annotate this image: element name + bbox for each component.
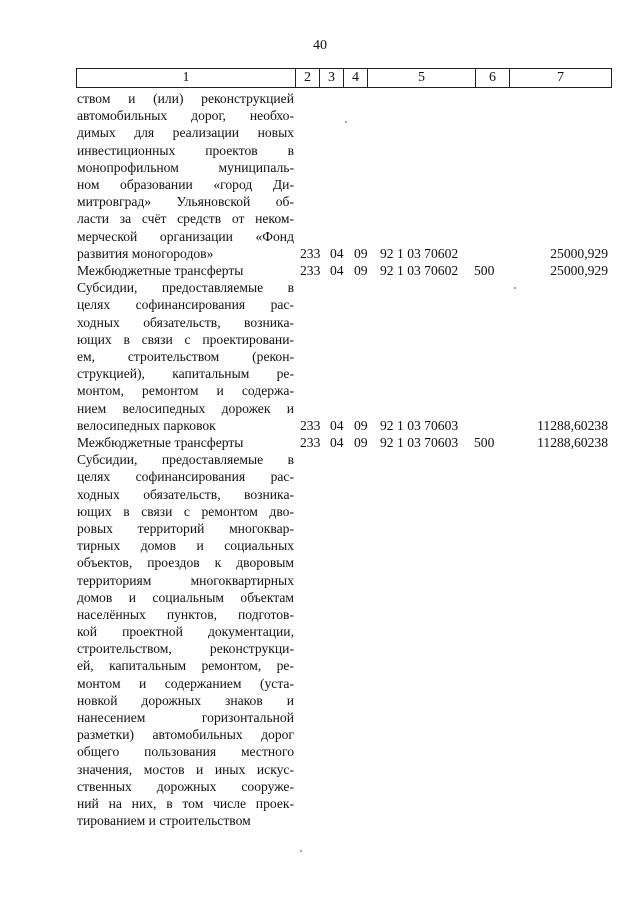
description-line: объектов, проездов к дворовым [77,555,294,571]
scan-speck [514,287,516,289]
description-line: велосипедных парковок [77,417,216,433]
description-line: территориям многоквартирных [77,572,294,588]
description-line: Субсидии, предоставляемые в [77,452,294,468]
cell-c7: 25000,929 [550,263,608,278]
description-line: монтом и содержанием (уста- [77,675,294,691]
cell-c4: 09 [354,417,368,433]
description-line: инвестиционных проектов в [77,142,294,158]
description-line: монтом, ремонтом и содержа- [77,383,294,399]
cell-c7: 11288,60238 [537,417,608,433]
description-line: целях софинансирования рас- [77,297,294,313]
cell-c2: 233 [300,435,321,450]
header-col-6: 6 [476,69,510,88]
description-line: тированием и строительством [77,813,251,829]
header-col-7: 7 [510,69,612,88]
cell-c4: 09 [354,263,368,278]
cell-c7: 25000,929 [550,245,608,261]
description-line: Межбюджетные трансферты [77,435,244,450]
description-line: нием велосипедных дорожек и [77,400,294,416]
description-line: нанесением горизонтальной [77,710,294,725]
description-line: митровград» Ульяновской об- [77,194,294,210]
description-line: ном образовании «город Ди- [77,176,294,192]
description-line: кой проектной документации, [77,624,294,640]
description-line: ходных обязательств, возника- [77,486,294,502]
cell-c5: 92 1 03 70603 [380,435,459,450]
cell-c7: 11288,60238 [537,435,608,450]
description-line: общего пользования местного [77,744,294,760]
cell-c6: 500 [474,263,495,278]
description-line: ний на них, в том числе проек- [77,795,294,811]
scan-speck [345,121,347,123]
description-line: ровых территорий многоквар- [77,520,294,536]
cell-c5: 92 1 03 70603 [380,417,459,433]
description-line: автомобильных дорог, необхо- [77,108,294,124]
description-line: домов и социальным объектам [77,589,294,605]
header-col-3: 3 [320,69,344,88]
description-line: строительством, реконструкци- [77,641,294,657]
cell-c6: 500 [474,435,495,450]
header-col-4: 4 [344,69,368,88]
description-line: ходных обязательств, возника- [77,314,294,330]
header-col-1: 1 [77,69,296,88]
scan-speck [300,850,302,852]
description-line: тирных домов и социальных [77,538,294,554]
description-line: населённых пунктов, подготов- [77,606,294,622]
table-header [76,68,612,88]
description-line: ем, строительством (рекон- [77,348,294,364]
description-line: димых для реализации новых [77,125,294,141]
description-line: целях софинансирования рас- [77,469,294,485]
cell-c3: 04 [330,245,344,261]
description-line: развития моногородов» [77,245,214,261]
description-line: Субсидии, предоставляемые в [77,280,294,296]
page-number: 40 [313,38,327,53]
cell-c3: 04 [330,435,344,450]
cell-c2: 233 [300,417,321,433]
description-line: ей, капитальным ремонтом, ре- [77,658,294,674]
description-line: значения, мостов и иных искус- [77,761,294,777]
description-line: ющих в связи с проектировани- [77,331,294,347]
row-description [77,279,294,434]
description-line: монопрофильном муниципаль- [77,159,294,175]
cell-c5: 92 1 03 70602 [380,263,459,278]
description-line: струкцией), капитальным ре- [77,366,294,382]
cell-c3: 04 [330,263,344,278]
cell-c3: 04 [330,417,344,433]
row-description [77,90,294,262]
description-line: ственных дорожных сооруже- [77,778,294,794]
description-line: ласти за счёт средств от неком- [77,211,294,227]
row-description [77,451,294,829]
description-line: разметки) автомобильных дорог [77,727,294,743]
description-line: новкой дорожных знаков и [77,692,294,708]
cell-c2: 233 [300,263,321,278]
cell-c4: 09 [354,435,368,450]
cell-c2: 233 [300,245,321,261]
description-line: Межбюджетные трансферты [77,263,244,278]
header-col-5: 5 [368,69,476,88]
header-col-2: 2 [296,69,320,88]
cell-c4: 09 [354,245,368,261]
description-line: ющих в связи с ремонтом дво- [77,503,294,519]
description-line: ством и (или) реконструкцией [77,91,294,106]
description-line: мерческой организации «Фонд [77,228,294,244]
cell-c5: 92 1 03 70602 [380,245,459,261]
